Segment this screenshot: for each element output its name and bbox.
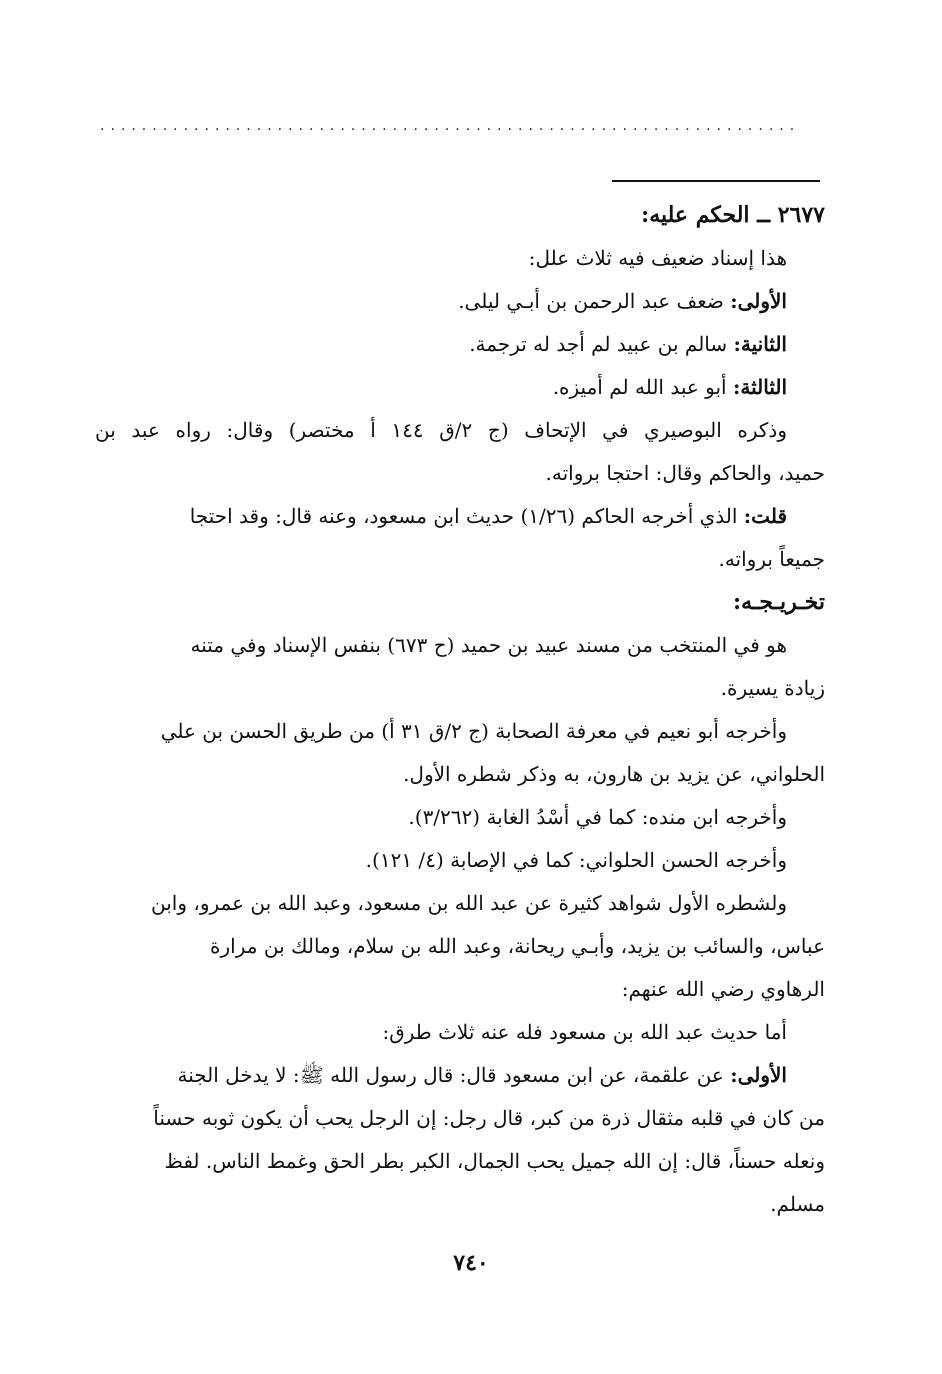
text-line: أما حديث عبد الله بن مسعود فله عنه ثلاث طرق: [382, 1020, 787, 1044]
item-label: الثالثة: [732, 375, 787, 399]
item-text: عن علقمة، عن ابن مسعود قال: قال رسول الله ﷺ: لا يدخل الجنة [177, 1063, 731, 1087]
takhrij-heading: تخـريـجـه: [732, 589, 825, 615]
text-line: وذكره البوصيري في الإتحاف (ج ٢/ق ١٤٤ أ مختصر) وقال: رواه عبد بن [95, 418, 787, 442]
text-line: ولشطره الأول شواهد كثيرة عن عبد الله بن مسعود، وعبد الله بن عمرو، وابن [151, 891, 787, 915]
text-line: وأخرجه أبو نعيم في معرفة الصحابة (ج ٢/ق ٣١ أ) من طريق الحسن بن علي [160, 719, 787, 743]
text-line [95, 280, 825, 323]
text-line: وأخرجه الحسن الحلواني: كما في الإصابة (٤/ ١٢١). [365, 848, 787, 872]
text-line: هذا إسناد ضعيف فيه ثلاث علل: [528, 246, 787, 270]
heading-rule [612, 180, 820, 182]
item-text: الذي أخرجه الحاكم (١/٢٦) حديث ابن مسعود، وعنه قال: وقد احتجا [189, 504, 744, 528]
item-text: سالم بن عبيد لم أجد له ترجمة. [469, 332, 734, 356]
item-text: أبو عبد الله لم أميزه. [552, 375, 733, 399]
page-body [95, 194, 825, 1226]
text-line: حميد، والحاكم وقال: احتجا برواته. [545, 461, 825, 485]
text-line: مسلم. [770, 1192, 825, 1216]
text-line [95, 366, 825, 409]
item-label: الثانية: [733, 332, 787, 356]
text-line: من كان في قلبه مثقال ذرة من كبر، قال رجل: إن الرجل يحب أن يكون ثوبه حسناً [153, 1106, 825, 1130]
item-text: ضعف عبد الرحمن بن أبـي ليلى. [458, 289, 731, 313]
text-line: عباس، والسائب بن يزيد، وأبـي ريحانة، وعبد الله بن سلام، ومالك بن مرارة [210, 934, 825, 958]
text-line [95, 1054, 825, 1097]
text-line: وأخرجه ابن منده: كما في أسْدُ الغابة (٣/٢٦٢). [408, 805, 787, 829]
text-line: الحلواني، عن يزيد بن هارون، به وذكر شطره الأول. [403, 762, 825, 786]
text-line: زيادة يسيرة. [720, 676, 825, 700]
item-label: الأولى: [730, 1063, 787, 1087]
item-label: قلت: [743, 504, 787, 528]
text-line [95, 323, 825, 366]
text-line: جميعاً برواته. [718, 547, 825, 571]
top-dotted-separator: ................................................................... [100, 118, 801, 134]
page-number: ٧٤٠ [453, 1250, 489, 1276]
text-line [95, 495, 825, 538]
text-line: هو في المنتخب من مسند عبيد بن حميد (ح ٦٧٣) بنفس الإسناد وفي متنه [190, 633, 787, 657]
text-line: الرهاوي رضي الله عنهم: [621, 977, 825, 1001]
item-label: الأولى: [730, 289, 787, 313]
ruling-heading: ٢٦٧٧ ــ الحكم عليه: [641, 202, 825, 228]
text-line: ونعله حسناً، قال: إن الله جميل يحب الجمال، الكبر بطر الحق وغمط الناس. لفظ [164, 1149, 825, 1173]
